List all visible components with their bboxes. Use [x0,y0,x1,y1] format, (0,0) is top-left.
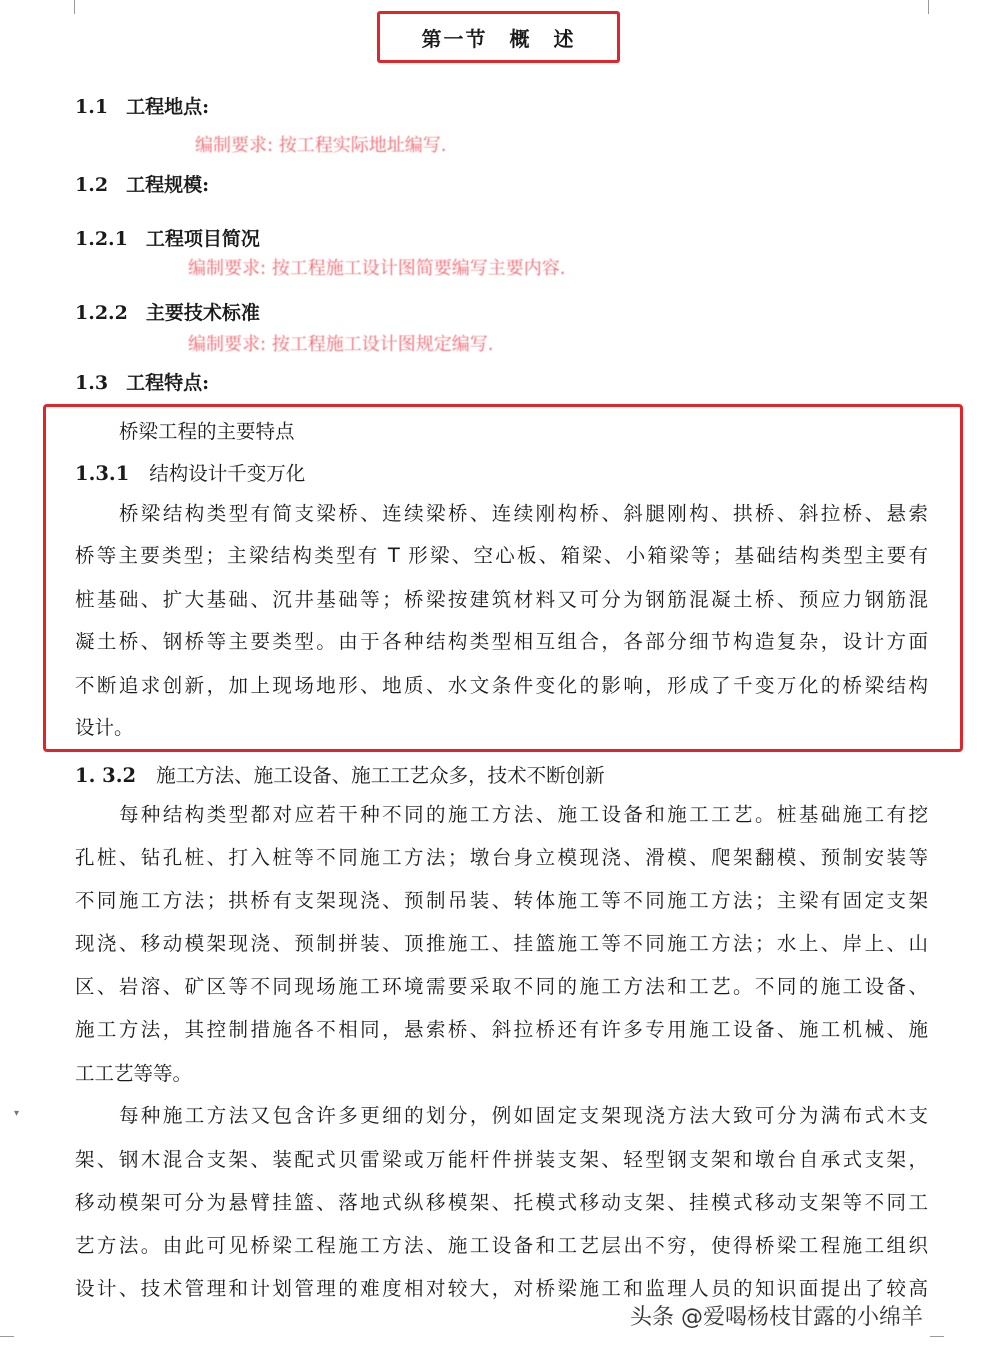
page-corner-mark [60,0,75,14]
heading-number: 1.3 [75,372,109,394]
compile-note: 编制要求: 按工程施工设计图规定编写. [188,334,494,355]
paragraph-line: 艺方法。由此可见桥梁工程施工方法、施工设备和工艺层出不穷，使得桥梁工程施工组织 [75,1234,928,1257]
heading-number: 1.2 [75,174,109,196]
highlight-box [43,404,963,752]
paragraph-line: 工工艺等等。 [75,1062,193,1085]
heading-1-2-1 [75,224,260,251]
page-corner-mark [0,1336,14,1351]
paragraph-line: 凝土桥、钢桥等主要类型。由于各种结构类型相互组合，各部分细节构造复杂，设计方面 [75,630,928,653]
paragraph-line: 不同施工方法；拱桥有支架现浇、预制吊装、转体施工等不同施工方法；主梁有固定支架 [75,889,928,912]
paragraph-line: 每种施工方法又包含许多更细的划分，例如固定支架现浇方法大致可分为满布式木支 [119,1104,928,1127]
heading-number: 1.3.1 [75,462,130,485]
highlight-intro: 桥梁工程的主要特点 [119,420,295,443]
section-title-box [377,11,620,63]
heading-label: 工程项目简况 [145,228,260,250]
heading-1-1 [75,92,209,119]
section-title: 第一节 概 述 [421,26,576,51]
paragraph-line: 架、钢木混合支架、装配式贝雷梁或万能杆件拼装支架、轻型钢支架和墩台自承式支架， [75,1148,928,1171]
page-corner-mark [930,1336,944,1351]
heading-1-2 [75,170,209,197]
heading-1-3 [75,368,209,395]
compile-note: 编制要求: 按工程实际地址编写. [195,135,447,156]
heading-label: 施工方法、施工设备、施工工艺众多，技术不断创新 [156,764,605,787]
paragraph-line: 现浇、移动模架现浇、预制拼装、顶推施工、挂篮施工等不同施工方法；水上、岸上、山 [75,932,928,955]
collapse-marker-icon: ▾ [14,1108,20,1119]
paragraph-line: 施工方法，其控制措施各不相同，悬索桥、斜拉桥还有许多专用施工设备、施工机械、施 [75,1018,928,1041]
paragraph-line: 不断追求创新，加上现场地形、地质、水文条件变化的影响，形成了千变万化的桥梁结构 [75,674,928,697]
heading-number: 1. 3.2 [75,764,137,787]
heading-1-2-2 [75,298,260,325]
paragraph-line: 桥梁结构类型有简支梁桥、连续梁桥、连续刚构桥、斜腿刚构、拱桥、斜拉桥、悬索 [119,502,928,525]
heading-number: 1.2.2 [75,302,128,324]
heading-label: 主要技术标准 [145,302,260,324]
paragraph-line: 设计。 [75,716,134,739]
heading-number: 1.1 [75,96,109,118]
heading-1-3-2 [75,760,605,788]
heading-label: 工程地点: [126,96,210,118]
compile-note: 编制要求: 按工程施工设计图简要编写主要内容. [188,258,566,279]
paragraph-line: 设计、技术管理和计划管理的难度相对较大，对桥梁施工和监理人员的知识面提出了较高 [75,1277,928,1300]
paragraph-line: 孔桩、钻孔桩、打入桩等不同施工方法；墩台身立模现浇、滑模、爬架翻模、预制安装等 [75,846,928,869]
page-corner-mark [928,0,943,14]
paragraph-line: 区、岩溶、矿区等不同现场施工环境需要采取不同的施工方法和工艺。不同的施工设备、 [75,975,928,998]
paragraph-line: 桩基础、扩大基础、沉井基础等；桥梁按建筑材料又可分为钢筋混凝土桥、预应力钢筋混 [75,588,928,611]
paragraph-line: 每种结构类型都对应若干种不同的施工方法、施工设备和施工工艺。桩基础施工有挖 [119,803,928,826]
heading-label: 结构设计千变万化 [149,462,306,485]
paragraph-line: 桥等主要类型；主梁结构类型有 T 形梁、空心板、箱梁、小箱梁等；基础结构类型主要有 [75,544,928,567]
heading-number: 1.2.1 [75,228,128,250]
paragraph-line: 移动模架可分为悬臂挂篮、落地式纵移模架、托模式移动支架、挂模式移动支架等不同工 [75,1191,928,1214]
heading-label: 工程规模: [126,174,210,196]
watermark: 头条 @爱喝杨枝甘露的小绵羊 [630,1305,923,1330]
heading-1-3-1 [75,458,305,486]
heading-label: 工程特点: [126,372,210,394]
